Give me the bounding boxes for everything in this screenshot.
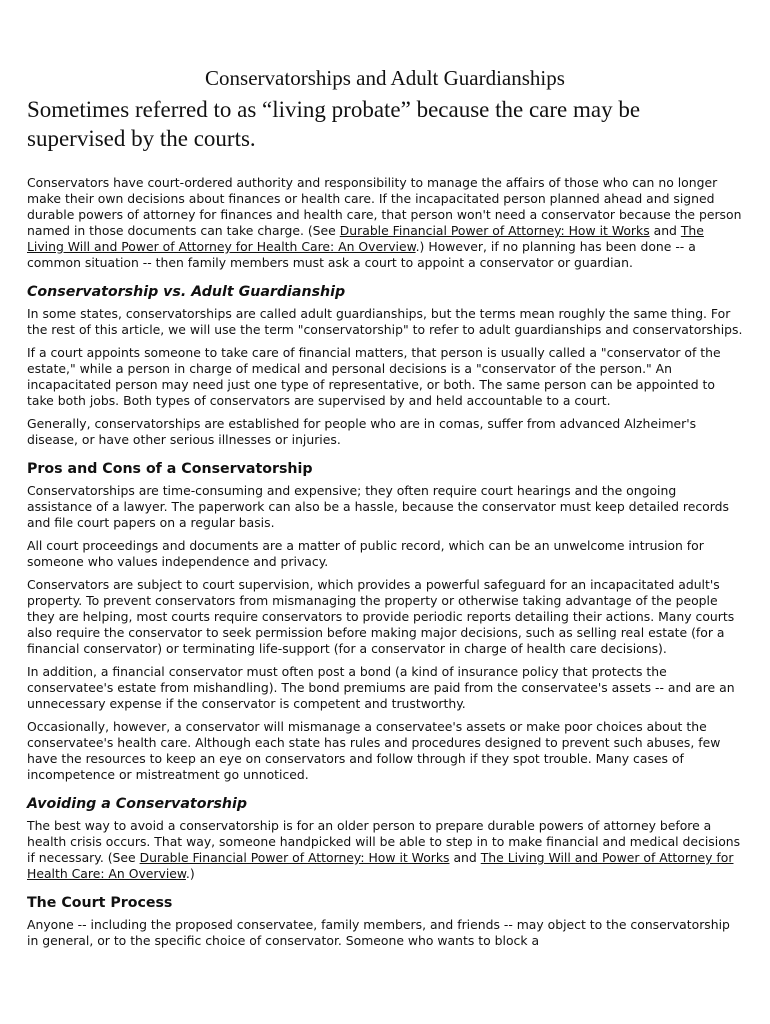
heading-court-process: The Court Process xyxy=(27,895,173,911)
intro-text-3: .) However, if no planning has been done -- a common situation -- then family members must ask a court to appoint a conservator or guardian. xyxy=(27,239,696,270)
heading-pros-and-cons: Pros and Cons of a Conservatorship xyxy=(27,461,313,477)
document-title: Conservatorships and Adult Guardianships xyxy=(205,66,565,90)
avoid-text-2: and xyxy=(449,850,481,865)
paragraph: In some states, conservatorships are called adult guardianships, but the terms mean roughly the same thing. For the rest of this article, we will use the term "conservatorship" to refer to adult guardianships and conservatorships. xyxy=(27,306,743,337)
paragraph: Occasionally, however, a conservator will mismanage a conservatee's assets or make poor choices about the conservatee's health care. Although each state has rules and procedures designed to prevent such abuses, few have the resources to keep an eye on conservators and follow through if they spot trouble. Many cases of incompetence or mistreatment go unnoticed. xyxy=(27,719,721,782)
intro-text-1: Conservators have court-ordered authority and responsibility to manage the affairs of those who can no longer make their own decisions about finances or health care. If the incapacitated person planned ahead and signed durable powers of attorney for finances and health care, that person won't need a conservator because the person named in those documents can take charge. (See xyxy=(27,175,742,238)
document-subtitle: Sometimes referred to as “living probate” because the care may be supervised by the courts. xyxy=(27,97,641,151)
durable-poa-link[interactable]: Durable Financial Power of Attorney: How it Works xyxy=(339,223,650,238)
living-will-link-2[interactable]: The Living Will and Power of Attorney for Health Care: An Overview xyxy=(27,850,734,881)
paragraph: Conservators are subject to court supervision, which provides a powerful safeguard for an incapacitated adult's property. To prevent conservators from mismanaging the property or otherwise taking advantage of the people they are helping, most courts require conservators to provide periodic reports detailing their actions. Many courts also require the conservator to seek permission before making major decisions, such as selling real estate (for a financial conservator) or terminating life-support (for a conservator in charge of health care decisions). xyxy=(27,577,735,656)
paragraph: Conservatorships are time-consuming and expensive; they often require court hearings and the ongoing assistance of a lawyer. The paperwork can also be a hassle, because the conservator must keep detailed records and file court papers on a regular basis. xyxy=(27,483,729,530)
durable-poa-link-2[interactable]: Durable Financial Power of Attorney: How it Works xyxy=(139,850,450,865)
intro-paragraph xyxy=(27,175,743,271)
paragraph: Anyone -- including the proposed conservatee, family members, and friends -- may object to the conservatorship in general, or to the specific choice of conservator. Someone who wants to block a xyxy=(27,917,730,948)
intro-text-2: and xyxy=(649,223,681,238)
paragraph: If a court appoints someone to take care of financial matters, that person is usually called a "conservator of the estate," while a person in charge of medical and personal decisions is a "conservator of the person." An incapacitated person may need just one type of representative, or both. The same person can be appointed to take both jobs. Both types of conservators are supervised by and held accountable to a court. xyxy=(27,345,721,408)
avoid-text-1: The best way to avoid a conservatorship is for an older person to prepare durable powers of attorney before a health crisis occurs. That way, someone handpicked will be able to step in to make financial and medical decisions if necessary. (See xyxy=(27,818,741,865)
paragraph: All court proceedings and documents are a matter of public record, which can be an unwelcome intrusion for someone who values independence and privacy. xyxy=(27,538,704,569)
avoid-text-3: .) xyxy=(185,866,195,881)
avoid-paragraph xyxy=(27,818,743,882)
heading-conservatorship-vs-guardianship: Conservatorship vs. Adult Guardianship xyxy=(27,284,346,300)
paragraph: Generally, conservatorships are established for people who are in comas, suffer from advanced Alzheimer's disease, or have other serious illnesses or injuries. xyxy=(27,416,697,447)
living-will-link[interactable]: The Living Will and Power of Attorney for Health Care: An Overview xyxy=(27,223,704,254)
heading-avoiding-conservatorship: Avoiding a Conservatorship xyxy=(27,796,248,812)
paragraph: In addition, a financial conservator must often post a bond (a kind of insurance policy that protects the conservatee's estate from mishandling). The bond premiums are paid from the conservatee's assets -- and are an unnecessary expense if the conservator is competent and trustworthy. xyxy=(27,664,735,711)
